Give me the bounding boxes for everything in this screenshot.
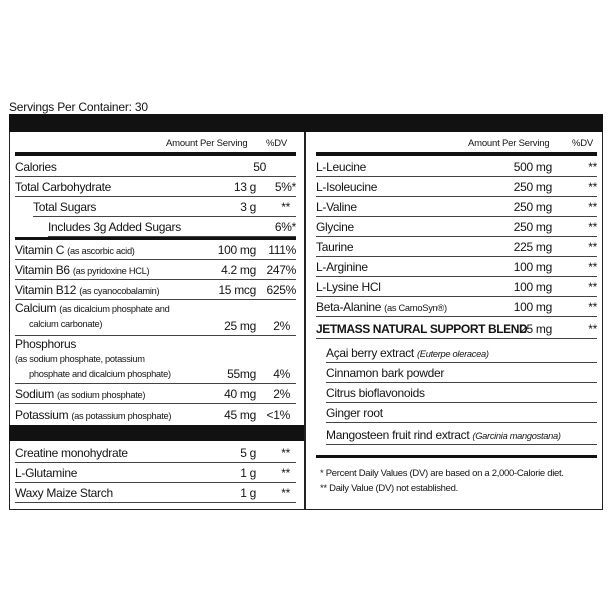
acai-label: Açai berry extract (Euterpe oleracea): [326, 346, 489, 360]
l-glutamine-label: L-Glutamine: [15, 466, 78, 480]
row-citrus: [326, 383, 597, 403]
beta-alanine-dv: **: [588, 300, 597, 314]
added-sugars-dv: 6%*: [274, 220, 296, 234]
vitamin-b12-amount: 15 mcg: [218, 283, 256, 297]
beta-alanine-label: Beta-Alanine (as CarnoSyn®): [316, 300, 447, 314]
vitamin-c-label: Vitamin C (as ascorbic acid): [15, 243, 135, 257]
row-l-lysine: [316, 277, 597, 297]
calcium-label: Calcium (as dicalcium phosphate and calcium carbonate): [15, 301, 170, 329]
vitamin-c-amount: 100 mg: [217, 243, 256, 257]
blend-amount: 25 mg: [520, 322, 552, 336]
ginger-label: Ginger root: [326, 406, 383, 420]
waxy-maize-dv: **: [281, 486, 290, 500]
l-isoleucine-dv: **: [588, 180, 597, 194]
calcium-amount: 25 mg: [224, 319, 256, 333]
vitamin-b12-label: Vitamin B12 (as cyanocobalamin): [15, 283, 160, 297]
row-total-carbohydrate: [15, 177, 296, 197]
waxy-maize-label: Waxy Maize Starch: [15, 486, 113, 500]
row-l-isoleucine: [316, 177, 597, 197]
row-vitamin-b6: [15, 260, 296, 280]
vitamin-b6-label: Vitamin B6 (as pyridoxine HCL): [15, 263, 150, 277]
right-footnote-rule: [316, 455, 597, 458]
footnotes: [320, 466, 564, 496]
calories-amount: 50: [253, 160, 266, 174]
row-taurine: [316, 237, 597, 257]
footnote-dv-not-established: ** Daily Value (DV) not established.: [320, 483, 458, 494]
row-potassium: [15, 404, 296, 424]
taurine-label: Taurine: [316, 240, 354, 254]
row-l-glutamine: [15, 463, 296, 483]
row-cinnamon: [326, 363, 597, 383]
row-total-sugars: [33, 197, 296, 217]
total-carbohydrate-label: Total Carbohydrate: [15, 180, 111, 194]
potassium-amount: 45 mg: [224, 408, 256, 422]
l-arginine-dv: **: [588, 260, 597, 274]
servings-per-container: Servings Per Container: 30: [9, 100, 148, 114]
vitamin-b12-dv: 625%: [266, 283, 296, 297]
sodium-amount: 40 mg: [224, 387, 256, 401]
total-carbohydrate-amount: 13 g: [233, 180, 256, 194]
blend-dv: **: [588, 322, 597, 336]
l-leucine-amount: 500 mg: [513, 160, 552, 174]
left-amount-header: Amount Per Serving: [166, 138, 248, 149]
sodium-dv: 2%: [273, 387, 290, 401]
l-lysine-dv: **: [588, 280, 597, 294]
l-isoleucine-amount: 250 mg: [513, 180, 552, 194]
row-phosphorus: [15, 336, 296, 384]
taurine-amount: 225 mg: [513, 240, 552, 254]
glycine-amount: 250 mg: [513, 220, 552, 234]
phosphorus-label: Phosphorus (as sodium phosphate, potassium phosphate and dicalcium phosphate): [15, 337, 171, 379]
total-carbohydrate-dv: 5%*: [274, 180, 296, 194]
taurine-dv: **: [588, 240, 597, 254]
left-bottom-bar: [9, 425, 304, 441]
potassium-label: Potassium (as potassium phosphate): [15, 408, 172, 422]
total-sugars-label: Total Sugars: [33, 200, 97, 214]
row-acai: [326, 343, 597, 363]
total-sugars-amount: 3 g: [240, 200, 256, 214]
calcium-dv: 2%: [273, 319, 290, 333]
l-arginine-label: L-Arginine: [316, 260, 368, 274]
blend-label: JETMASS NATURAL SUPPORT BLEND: [316, 322, 528, 336]
row-ginger: [326, 403, 597, 423]
row-waxy-maize: [15, 483, 296, 503]
vitamin-b6-dv: 247%: [266, 263, 296, 277]
calories-label: Calories: [15, 160, 57, 174]
l-lysine-amount: 100 mg: [513, 280, 552, 294]
citrus-label: Citrus bioflavonoids: [326, 386, 425, 400]
right-dv-header: %DV: [572, 138, 594, 149]
row-l-leucine: [316, 157, 597, 177]
creatine-label: Creatine monohydrate: [15, 446, 128, 460]
row-l-arginine: [316, 257, 597, 277]
row-added-sugars: [48, 217, 296, 237]
glycine-label: Glycine: [316, 220, 354, 234]
l-arginine-amount: 100 mg: [513, 260, 552, 274]
column-divider: [304, 132, 306, 510]
row-creatine: [15, 443, 296, 463]
phosphorus-amount: 55mg: [227, 367, 256, 381]
potassium-dv: <1%: [266, 408, 290, 422]
vitamin-c-dv: 111%: [268, 243, 296, 257]
l-glutamine-dv: **: [281, 466, 290, 480]
row-mangosteen: [326, 425, 597, 445]
footnote-dv-basis: * Percent Daily Values (DV) are based on a 2,000-Calorie diet.: [320, 468, 564, 479]
l-valine-label: L-Valine: [316, 200, 357, 214]
right-amount-header: Amount Per Serving: [468, 138, 550, 149]
total-sugars-dv: **: [281, 200, 290, 214]
vitamin-b6-amount: 4.2 mg: [221, 263, 256, 277]
creatine-amount: 5 g: [240, 446, 256, 460]
l-leucine-label: L-Leucine: [316, 160, 367, 174]
glycine-dv: **: [588, 220, 597, 234]
row-blend: [316, 319, 597, 339]
cinnamon-label: Cinnamon bark powder: [326, 366, 445, 380]
row-vitamin-c: [15, 240, 296, 260]
row-sodium: [15, 384, 296, 404]
l-valine-dv: **: [588, 200, 597, 214]
row-calories: [15, 157, 296, 177]
left-dv-header: %DV: [266, 138, 288, 149]
l-leucine-dv: **: [588, 160, 597, 174]
l-lysine-label: L-Lysine HCl: [316, 280, 381, 294]
row-glycine: [316, 217, 597, 237]
row-l-valine: [316, 197, 597, 217]
l-glutamine-amount: 1 g: [240, 466, 256, 480]
row-beta-alanine: [316, 297, 597, 317]
phosphorus-dv: 4%: [273, 367, 290, 381]
beta-alanine-amount: 100 mg: [513, 300, 552, 314]
l-isoleucine-label: L-Isoleucine: [316, 180, 378, 194]
mangosteen-label: Mangosteen fruit rind extract (Garcinia mangostana): [326, 428, 561, 442]
row-calcium: [15, 300, 296, 336]
creatine-dv: **: [281, 446, 290, 460]
waxy-maize-amount: 1 g: [240, 486, 256, 500]
l-valine-amount: 250 mg: [513, 200, 552, 214]
sodium-label: Sodium (as sodium phosphate): [15, 387, 146, 401]
added-sugars-label: Includes 3g Added Sugars: [48, 220, 181, 234]
row-vitamin-b12: [15, 280, 296, 300]
